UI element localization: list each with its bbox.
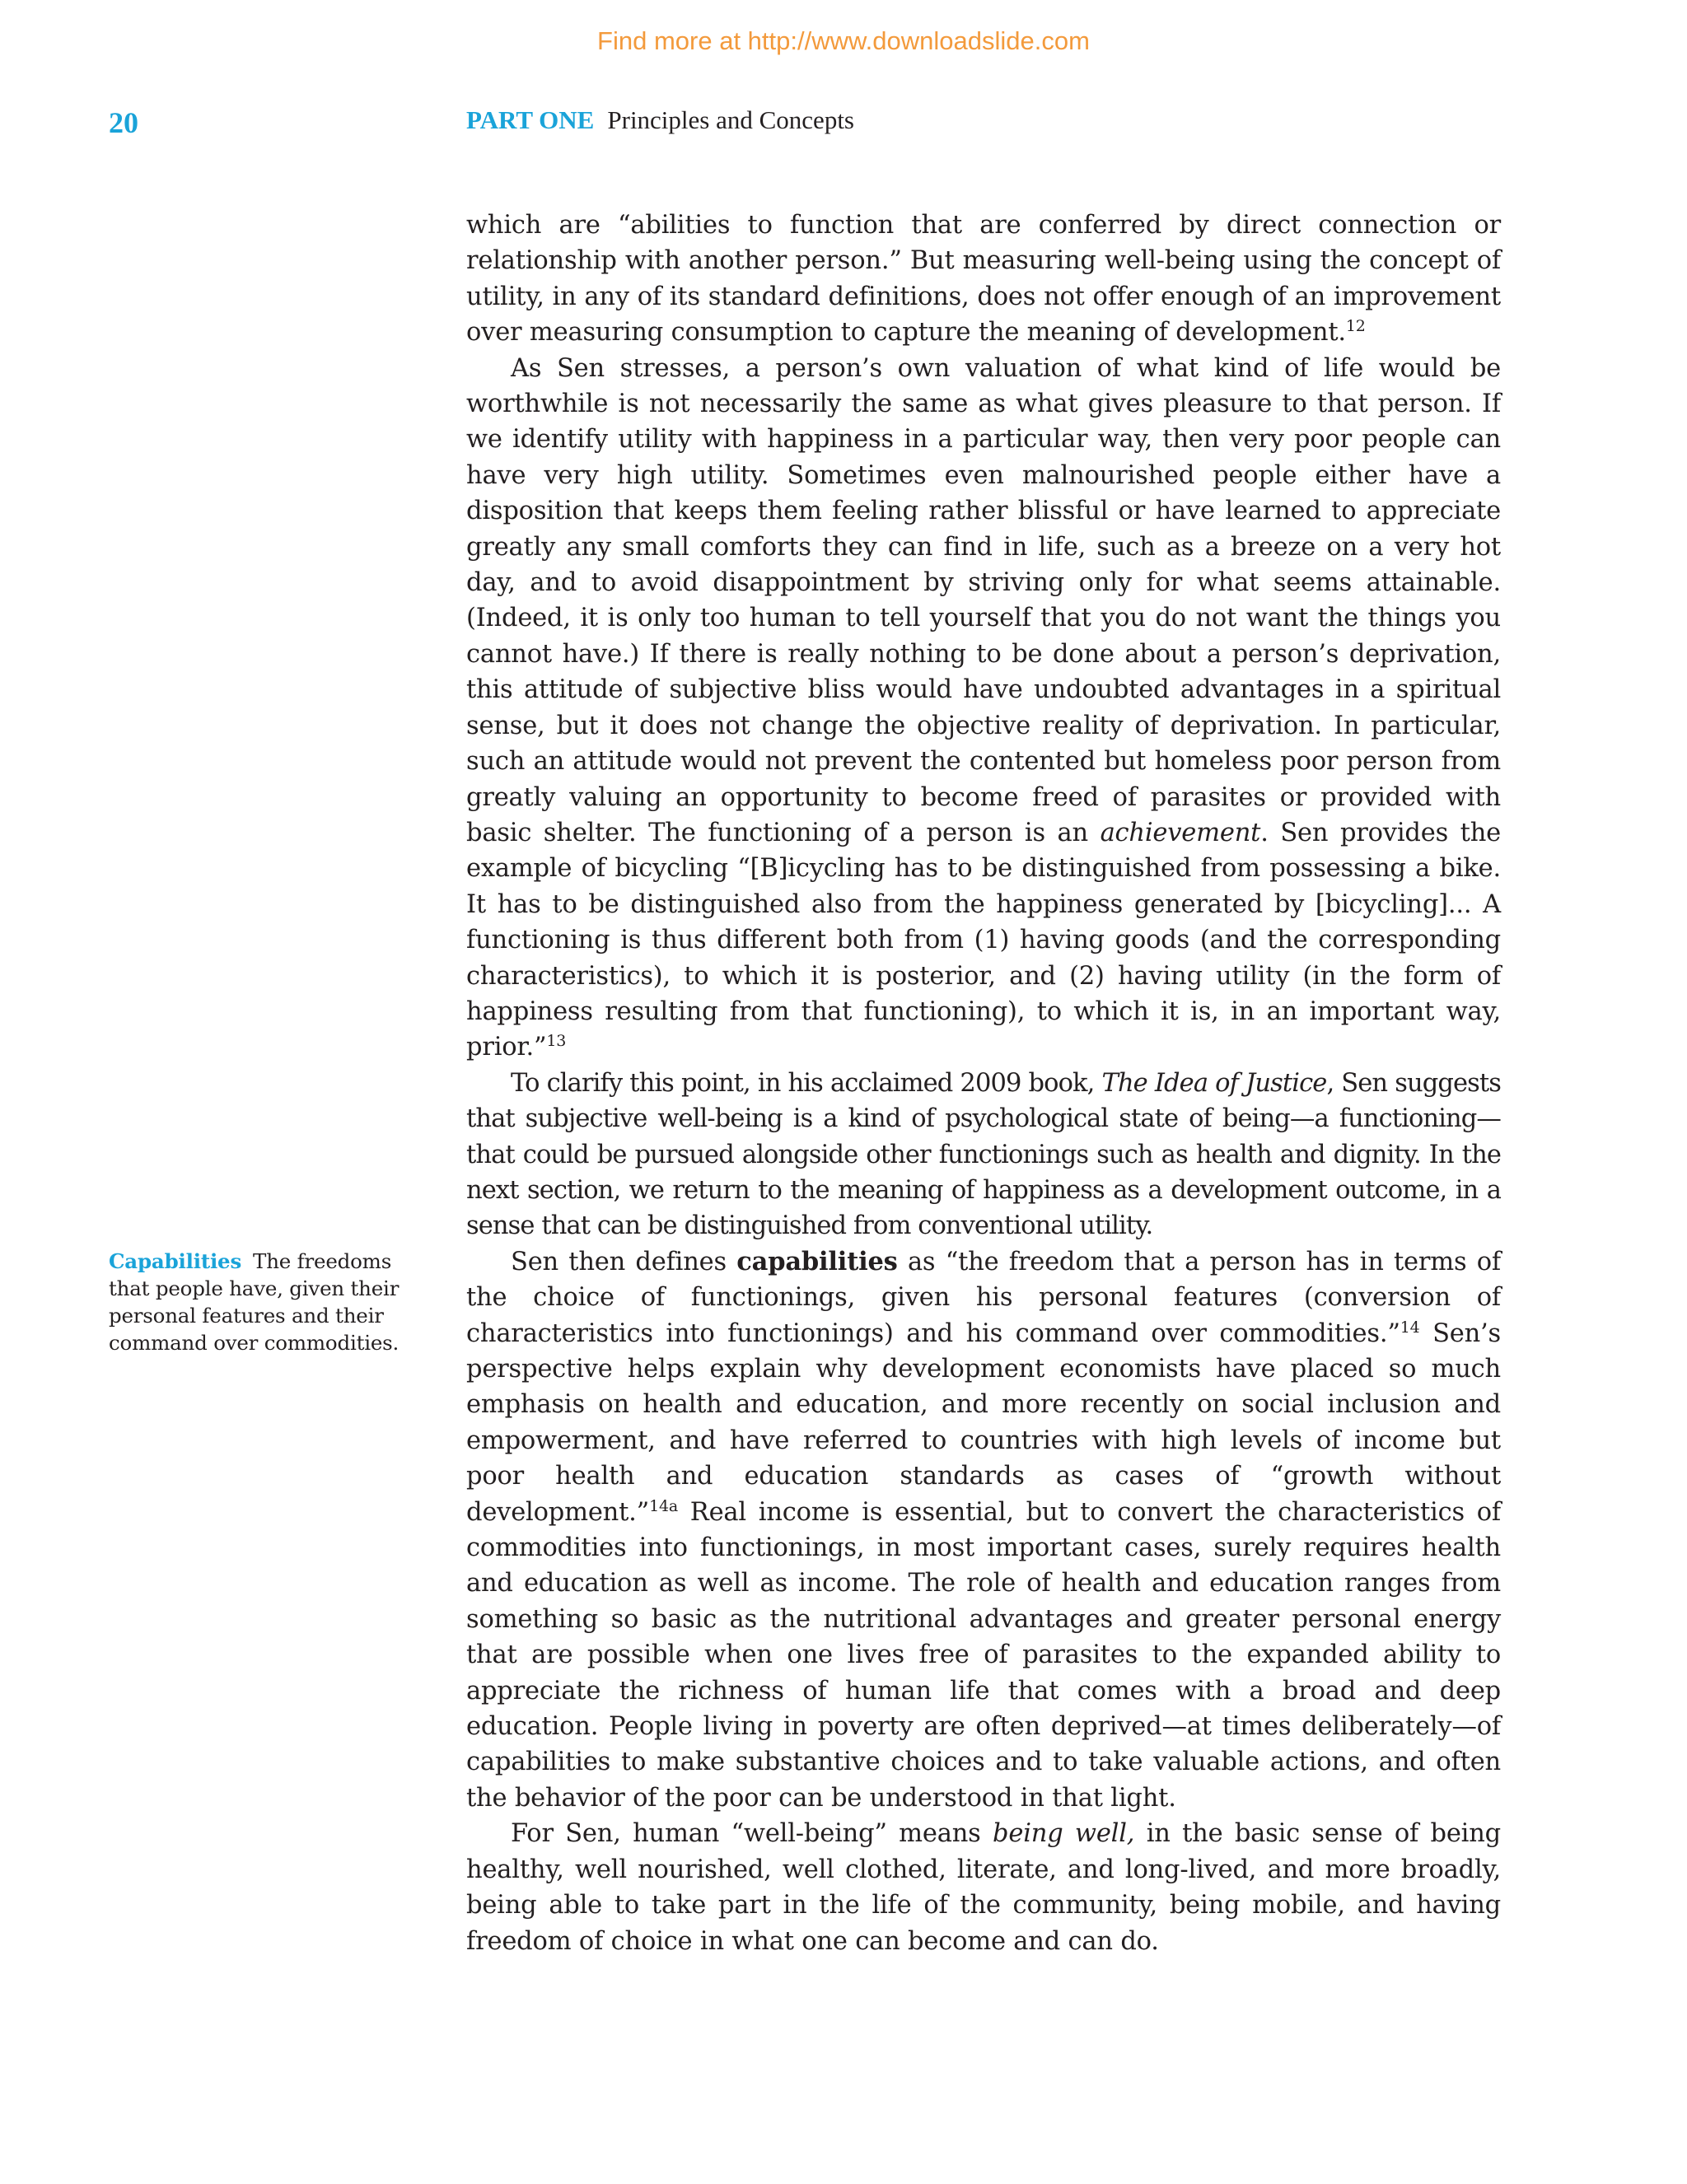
paragraph-4-text-a: Sen then defines [511, 1247, 737, 1276]
part-label: PART ONE [466, 105, 595, 134]
paragraph-4 [466, 1244, 1501, 1817]
key-term-capabilities: capabilities [736, 1246, 898, 1276]
book-title: The Idea of Justice [1101, 1068, 1327, 1098]
paragraph-4-text-c: Sen’s perspective helps explain why development economists have placed so much emphasis on health and education, and more recently on social inclusion and empowerment, and have referred to countries with high levels of income but poor health and education standards as cases of “growth without development.” [466, 1318, 1501, 1527]
paragraph-2-text-b: . Sen provides the example of bicycling “[B]icycling has to be distinguished from possessing a bike. It has to be distinguished also from the happiness generated by [bicycling]... A functioning is thus different both from (1) having goods (and the corresponding characteristics), to which it is posterior, and (2) having utility (in the form of happiness resulting from that functioning), to which it is, in an important way, prior.” [466, 818, 1501, 1062]
paragraph-2-text-a: As Sen stresses, a person’s own valuation of what kind of life would be worthwhile is not necessarily the same as what gives pleasure to that person. If we identify utility with happiness in a particular way, then very poor people can have very high utility. Sometimes even malnourished people either have a disposition that keeps them feeling rather blissful or have learned to appreciate greatly any small comforts they can find in life, such as a breeze on a very hot day, and to avoid disappointment by striving only for what seems attainable. (Indeed, it is only too human to tell yourself that you do not want the things you cannot have.) If there is really nothing to be done about a person’s deprivation, this attitude of subjective bliss would have undoubted advantages in a spiritual sense, but it does not change the objective reality of deprivation. In particular, such an attitude would not prevent the contented but homeless poor person from greatly valuing an opportunity to become freed of parasites or provided with basic shelter. The functioning of a person is an [466, 353, 1501, 847]
footnote-ref: 14 [1400, 1318, 1420, 1337]
body-text [466, 208, 1501, 1959]
margin-term: Capabilities [109, 1249, 242, 1273]
paragraph-5-text-b: in the basic sense of being healthy, well nourished, well clothed, literate, and long-lived, and more broadly, being able to take part in the life of the community, being mobile, and having freedom of choice in what one can become and can do. [466, 1819, 1501, 1956]
margin-definition-text: The freedoms that people have, given their personal features and their command over commodities. [109, 1249, 400, 1355]
paragraph-5 [466, 1816, 1501, 1959]
footnote-ref: 14a [649, 1496, 678, 1515]
paragraph-4-text-d: Real income is essential, but to convert the characteristics of commodities into functionings, in most important cases, surely requires health and education as well as income. The role of health and education ranges from something so basic as the nutritional advantages and greater personal energy that are possible when one lives free of parasites to the expanded ability to appreciate the richness of human life that comes with a broad and deep education. People living in poverty are often deprived—at times deliberately—of capabilities to make substantive choices and to take valuable actions, and often the behavior of the poor can be understood in that light. [466, 1497, 1501, 1813]
footnote-ref: 13 [546, 1032, 567, 1051]
paragraph-4-text-b: as “the freedom that a person has in terms of the choice of functionings, given his personal features (conversion of characteristics into functionings) and his command over commodities.” [466, 1247, 1502, 1348]
paragraph-3-text-a: To clarify this point, in his acclaimed 2009 book, [511, 1068, 1102, 1098]
paragraph-3 [466, 1066, 1501, 1244]
footnote-ref: 12 [1345, 317, 1366, 336]
paragraph-5-emphasis: being well, [993, 1819, 1135, 1849]
paragraph-1-text: which are “abilities to function that are conferred by direct connection or relationship with another person.” But measuring well-being using the concept of utility, in any of its standard definitions, does not offer enough of an improvement over measuring consumption to capture the meaning of development. [466, 211, 1501, 348]
page-number: 20 [109, 106, 138, 139]
paragraph-3-text-b: , Sen suggests that subjective well-being is a kind of psychological state of being—a functioning—that could be pursued alongside other functionings such as health and dignity. In the next section, we return to the meaning of happiness as a development outcome, in a sense that can be distinguished from conventional utility. [466, 1068, 1501, 1241]
paragraph-2-emphasis: achievement [1100, 818, 1261, 847]
watermark-link[interactable]: Find more at http://www.downloadslide.com [597, 26, 1090, 55]
paragraph-5-text-a: For Sen, human “well-being” means [511, 1819, 993, 1849]
running-head [466, 105, 854, 135]
margin-definition [109, 1248, 418, 1356]
part-title: Principles and Concepts [607, 105, 854, 134]
paragraph-1 [466, 208, 1501, 351]
paragraph-2 [466, 351, 1501, 1066]
